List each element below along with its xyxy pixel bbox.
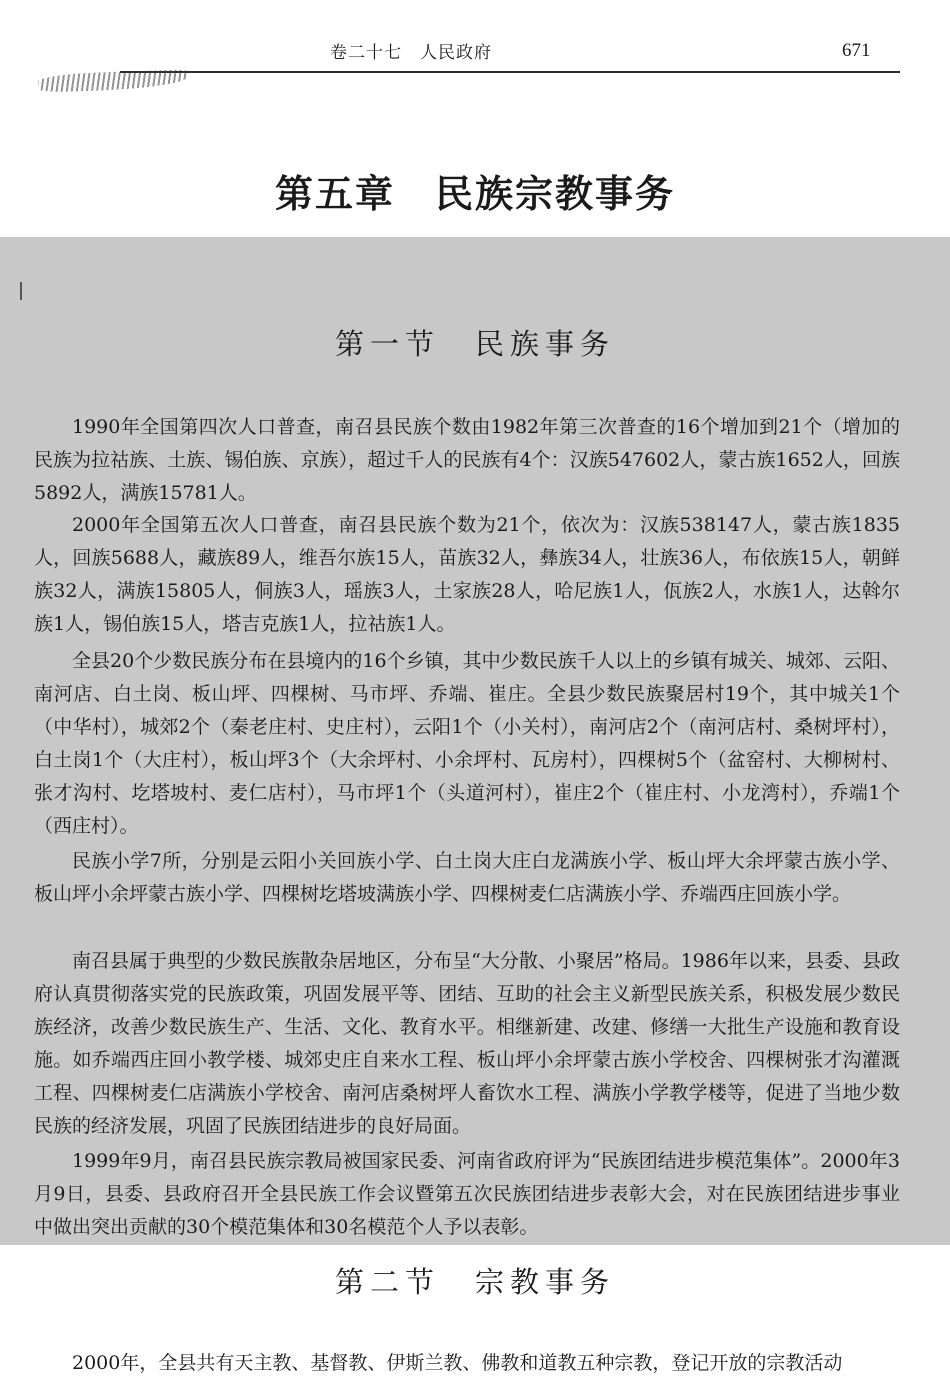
page-number: 671 xyxy=(842,40,871,61)
paragraph-ethnic-schools: 民族小学7所，分别是云阳小关回族小学、白土岗大庄白龙满族小学、板山坪大余坪蒙古族小学、板山坪小余坪蒙古族小学、四棵树圪塔坡满族小学、四棵树麦仁店满族小学、乔端西庄回族小学。 xyxy=(34,850,900,905)
scan-smudge-mark xyxy=(38,69,189,92)
chapter-title: 第五章 民族宗教事务 xyxy=(274,171,675,216)
section-title-religious-affairs: 第二节 宗教事务 xyxy=(334,1265,615,1299)
paragraph-religions: 2000年，全县共有天主教、基督教、伊斯兰教、佛教和道教五种宗教，登记开放的宗教活动 xyxy=(72,1352,843,1374)
margin-bracket-mark xyxy=(20,282,22,300)
paragraph-distribution: 全县20个少数民族分布在县境内的16个乡镇，其中少数民族千人以上的乡镇有城关、城郊、云阳、南河店、白土岗、板山坪、四棵树、马市坪、乔端、崔庄。全县少数民族聚居村19个，其中城关1个（中华村），城郊2个（秦老庄村、史庄村），云阳1个（小关村），南河店2个（南河店村、桑树坪村），白土岗1个（大庄村），板山坪3个（大余坪村、小余坪村、瓦房村），四棵树5个（盆窑村、大柳树村、张才沟村、圪塔坡村、麦仁店村），马市坪1个（头道河村），崔庄2个（崔庄村、小龙湾村），乔端1个（西庄村）。 xyxy=(34,650,900,837)
section-title-ethnic-affairs: 第一节 民族事务 xyxy=(334,327,615,361)
paragraph-awards: 1999年9月，南召县民族宗教局被国家民委、河南省政府评为“民族团结进步模范集体”。2000年3月9日，县委、县政府召开全县民族工作会议暨第五次民族团结进步表彰大会，对在民族团结进步事业中做出突出贡献的30个模范集体和30名模范个人予以表彰。 xyxy=(34,1150,900,1238)
running-head: 卷二十七 人民政府 xyxy=(330,43,492,63)
paragraph-census-2000: 2000年全国第五次人口普查，南召县民族个数为21个，依次为：汉族538147人，蒙古族1835人，回族5688人，藏族89人，维吾尔族15人，苗族32人，彝族34人，壮族36人，布依族15人，朝鲜族32人，满族15805人，侗族3人，瑶族3人，土家族28人，哈尼族1人，佤族2人，水族1人，达斡尔族1人，锡伯族15人，塔吉克族1人，拉祜族1人。 xyxy=(34,514,900,635)
paragraph-census-1990: 1990年全国第四次人口普查，南召县民族个数由1982年第三次普查的16个增加到21个（增加的民族为拉祜族、土族、锡伯族、京族），超过千人的民族有4个：汉族547602人，蒙古族1652人，回族5892人，满族15781人。 xyxy=(34,416,900,504)
paragraph-policy: 南召县属于典型的少数民族散杂居地区，分布呈“大分散、小聚居”格局。1986年以来，县委、县政府认真贯彻落实党的民族政策，巩固发展平等、团结、互助的社会主义新型民族关系，积极发展少数民族经济，改善少数民族生产、生活、文化、教育水平。相继新建、改建、修缮一大批生产设施和教育设施。如乔端西庄回小教学楼、城郊史庄自来水工程、板山坪小余坪蒙古族小学校舍、四棵树张才沟灌溉工程、四棵树麦仁店满族小学校舍、南河店桑树坪人畜饮水工程、满族小学教学楼等，促进了当地少数民族的经济发展，巩固了民族团结进步的良好局面。 xyxy=(34,950,900,1137)
header-rule xyxy=(120,71,900,73)
